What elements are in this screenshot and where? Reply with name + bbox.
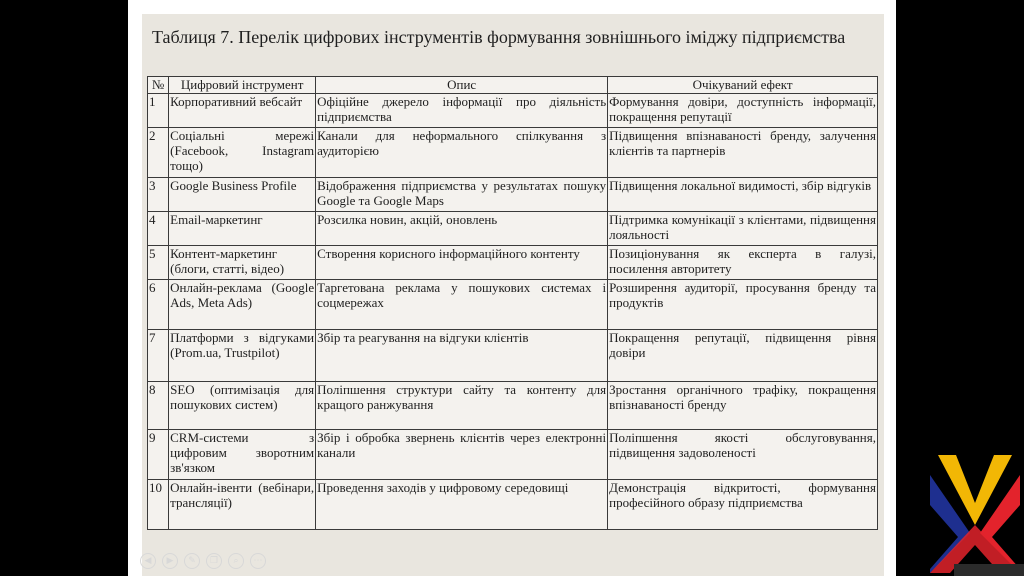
table-row (148, 128, 878, 178)
cell-effect: Підвищення впізнаваності бренду, залучення клієнтів та партнерів (608, 128, 878, 178)
cell-effect: Розширення аудиторії, просування бренду та продуктів (608, 280, 878, 330)
cell-tool: Онлайн-реклама (Google Ads, Meta Ads) (169, 280, 316, 330)
cell-num: 10 (148, 480, 169, 530)
cell-tool: SEO (оптимізація для пошукових систем) (169, 382, 316, 430)
header-num: № (148, 77, 169, 94)
brand-logo-icon (930, 445, 1020, 573)
table-title: Таблиця 7. Перелік цифрових інструментів формування зовнішнього іміджу підприємства (152, 27, 846, 47)
table-row (148, 280, 878, 330)
cell-desc: Створення корисного інформаційного контенту (316, 246, 608, 280)
cell-desc: Проведення заходів у цифровому середовищі (316, 480, 608, 530)
cell-num: 4 (148, 212, 169, 246)
slide (128, 0, 896, 576)
zoom-icon[interactable]: ⌕ (228, 553, 244, 569)
corner-overlay (954, 564, 1024, 576)
next-icon[interactable]: ▶ (162, 553, 178, 569)
table-row (148, 246, 878, 280)
cell-tool: CRM-системи з цифровим зворотним зв'язком (169, 430, 316, 480)
cell-desc: Канали для неформального спілкування з аудиторією (316, 128, 608, 178)
cell-num: 3 (148, 178, 169, 212)
cell-tool: Платформи з відгуками (Prom.ua, Trustpilot) (169, 330, 316, 382)
slide-nav-controls (140, 553, 266, 569)
cell-effect: Зростання органічного трафіку, покращення впізнаваності бренду (608, 382, 878, 430)
table-row (148, 330, 878, 382)
table-row (148, 430, 878, 480)
cell-effect: Поліпшення якості обслуговування, підвищення задоволеності (608, 430, 878, 480)
cell-tool: Корпоративний вебсайт (169, 94, 316, 128)
cell-effect: Формування довіри, доступність інформації, покращення репутації (608, 94, 878, 128)
prev-icon[interactable]: ◀ (140, 553, 156, 569)
cell-desc: Таргетована реклама у пошукових системах і соцмережах (316, 280, 608, 330)
cell-num: 2 (148, 128, 169, 178)
cell-num: 5 (148, 246, 169, 280)
cell-effect: Покращення репутації, підвищення рівня довіри (608, 330, 878, 382)
cell-desc: Збір і обробка звернень клієнтів через електронні канали (316, 430, 608, 480)
header-effect: Очікуваний ефект (608, 77, 878, 94)
header-desc: Опис (316, 77, 608, 94)
cell-num: 6 (148, 280, 169, 330)
cell-desc: Розсилка новин, акцій, оновлень (316, 212, 608, 246)
cell-effect: Демонстрація відкритості, формування професійного образу підприємства (608, 480, 878, 530)
table-row (148, 94, 878, 128)
cell-tool: Контент-маркетинг (блоги, статті, відео) (169, 246, 316, 280)
table-row (148, 382, 878, 430)
copy-icon[interactable]: ❐ (206, 553, 222, 569)
table-row (148, 480, 878, 530)
cell-desc: Відображення підприємства у результатах пошуку Google та Google Maps (316, 178, 608, 212)
cell-desc: Офіційне джерело інформації про діяльність підприємства (316, 94, 608, 128)
cell-effect: Підвищення локальної видимості, збір відгуків (608, 178, 878, 212)
table-row (148, 178, 878, 212)
cell-effect: Позиціонування як експерта в галузі, посилення авторитету (608, 246, 878, 280)
cell-tool: Соціальні мережі (Facebook, Instagram тощо) (169, 128, 316, 178)
cell-num: 7 (148, 330, 169, 382)
table-header-row (148, 77, 878, 94)
table-row (148, 212, 878, 246)
cell-tool: Email-маркетинг (169, 212, 316, 246)
cell-tool: Google Business Profile (169, 178, 316, 212)
draw-icon[interactable]: ✎ (184, 553, 200, 569)
cell-desc: Поліпшення структури сайту та контенту для кращого ранжування (316, 382, 608, 430)
cell-tool: Онлайн-івенти (вебінари, трансляції) (169, 480, 316, 530)
cell-num: 8 (148, 382, 169, 430)
cell-desc: Збір та реагування на відгуки клієнтів (316, 330, 608, 382)
cell-num: 1 (148, 94, 169, 128)
document-page (142, 14, 884, 576)
tools-table (147, 76, 878, 530)
cell-effect: Підтримка комунікації з клієнтами, підвищення лояльності (608, 212, 878, 246)
more-icon[interactable]: ⋯ (250, 553, 266, 569)
header-tool: Цифровий інструмент (169, 77, 316, 94)
cell-num: 9 (148, 430, 169, 480)
